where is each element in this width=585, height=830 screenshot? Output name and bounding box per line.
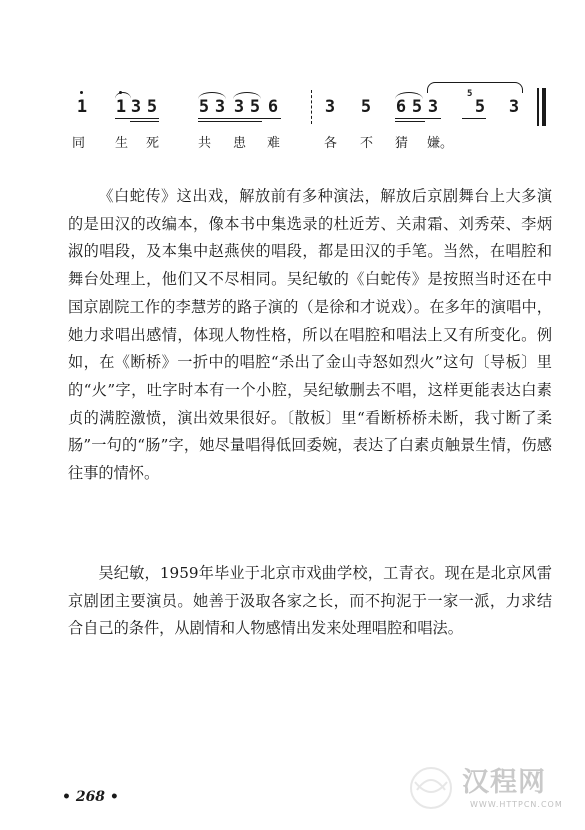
note: 1 [76,97,88,117]
lyric-char: 同 [72,136,86,151]
beam-line [462,118,486,119]
note: 3 [508,97,520,117]
note: 6 [267,97,279,117]
slur [395,92,423,99]
note: 3 [130,97,142,117]
lyric-char: 不 [360,136,374,151]
grace-note: 5 [467,89,473,99]
beam-line [130,121,159,122]
body-paragraph: 《白蛇传》这出戏，解放前有多种演法，解放后京剧舞台上大多演的是田汉的改编本，像本书中集选录的杜近芳、关肃霜、刘秀荣、李炳淑的唱段，及本集中赵燕侠的唱段，都是田汉的手笔。当然，在唱腔和舞台处理上，他们又不尽相同。吴纪敏的《白蛇传》是按照当时还在中国京剧院工作的李慧芳的路子演的（是徐和才说戏）。在多年的演唱中，她力求唱出感情，体现人物性格，所以在唱腔和唱法上又有所变化。例如，在《断桥》一折中的唱腔“杀出了金山寺怒如烈火”这句〔导板〕里的“火”字，吐字时本有一个小腔，吴纪敏删去不唱，这样更能表达白素贞的满腔激愤，演出效果很好。〔散板〕里“看断桥桥未断，我寸断了柔肠”一句的“肠”字，她尽量唱得低回委婉，表达了白素贞触景生情，伤感往事的情怀。 [68,187,552,483]
slur [233,92,261,99]
note: 3 [324,97,336,117]
lyric-char: 死 [146,136,160,151]
note: 5 [474,97,486,117]
note: 1 [115,97,127,117]
slur [198,92,226,99]
slur [115,92,131,99]
lyric-char: 难 [267,136,281,151]
lyric-char: 生 [115,136,129,151]
body-paragraph: 吴纪敏，1959年毕业于北京市戏曲学校，工青衣。现在是北京风雷京剧团主要演员。她善于汲取各家之长，而不拘泥于一家一派，力求结合自己的条件，从剧情和人物感情出发来处理唱腔和唱法。 [68,564,552,638]
lyric-char: 各 [324,136,338,151]
beam-line [395,121,425,122]
tie [427,82,523,93]
final-barline [542,88,546,126]
lyric-char: 猜 [395,136,409,151]
note: 5 [360,97,372,117]
note: 3 [214,97,226,117]
watermark-url: WWW.HTTPCN.COM [470,800,563,809]
note: 5 [198,97,210,117]
dashed-barline [311,90,312,124]
beam-line [395,118,441,119]
beam-line [198,118,281,119]
note: 5 [249,97,261,117]
note: 5 [146,97,158,117]
barline [537,88,539,126]
lyric-char: 嫌。 [427,136,454,151]
jianpu-score [70,58,570,158]
lyric-char: 共 [198,136,212,151]
beam-line [198,121,262,122]
note: 3 [427,97,439,117]
beam-line [115,118,159,119]
note: 3 [233,97,245,117]
note: 6 [395,97,407,117]
page-number: • 268 • [62,789,119,805]
lyric-char: 患 [233,136,247,151]
note: 5 [411,97,423,117]
watermark-text: 汉程网 [462,767,546,798]
